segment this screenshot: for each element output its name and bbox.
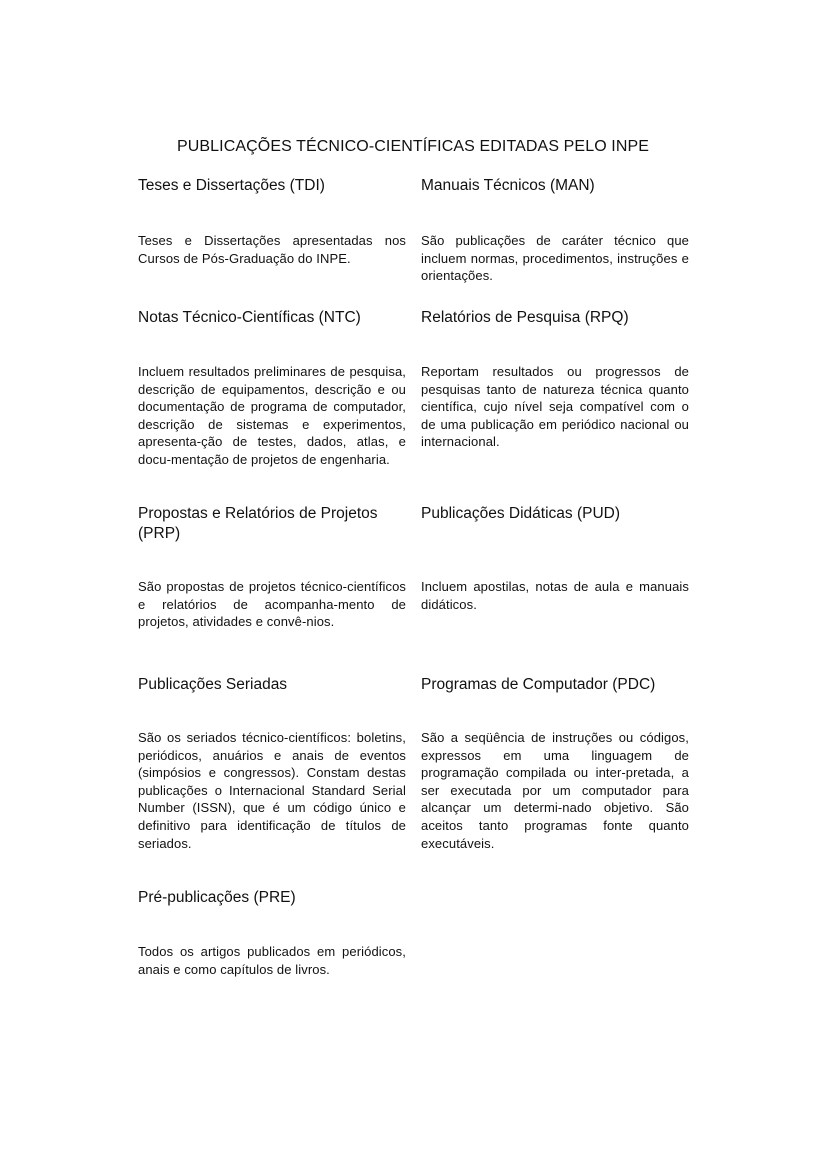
section-heading-prp <box>138 504 406 544</box>
section-body-pre <box>138 943 406 978</box>
section-heading: Propostas e Relatórios de Projetos (PRP) <box>138 505 378 542</box>
page-title: PUBLICAÇÕES TÉCNICO-CIENTÍFICAS EDITADAS PELO INPE <box>176 138 650 155</box>
section-body-ntc <box>138 363 406 469</box>
section-body: São os seriados técnico-científicos: boletins, periódicos, anuários e anais de eventos (simpósios e congressos). Constam destas publicações o Internacional Standard Serial Number (ISSN), que é um código único e definitivo para identificação de títulos de seriados. <box>138 730 406 851</box>
section-body: Todos os artigos publicados em periódicos, anais e como capítulos de livros. <box>138 944 406 977</box>
section-body-pud <box>421 578 689 613</box>
section-body-pdc <box>421 729 689 852</box>
section-body: Reportam resultados ou progressos de pesquisas tanto de natureza técnica quanto científica, cujo nível seja compatível com o de uma publicação em periódico nacional ou internacional. <box>421 364 689 450</box>
section-body-man <box>421 232 689 285</box>
section-heading-tdi <box>138 176 406 196</box>
section-body-prp <box>138 578 406 631</box>
section-heading: Publicações Seriadas <box>138 676 288 693</box>
section-heading-pud <box>421 504 689 524</box>
section-heading-ntc <box>138 308 406 328</box>
section-body-rpq <box>421 363 689 451</box>
section-body-tdi <box>138 232 406 267</box>
section-body: São publicações de caráter técnico que incluem normas, procedimentos, instruções e orientações. <box>421 233 689 284</box>
section-heading: Notas Técnico-Científicas (NTC) <box>138 309 361 326</box>
section-heading-man <box>421 176 689 196</box>
section-body: Incluem apostilas, notas de aula e manuais didáticos. <box>421 579 689 612</box>
section-heading: Teses e Dissertações (TDI) <box>138 177 325 194</box>
section-body-seriadas <box>138 729 406 852</box>
section-body: São propostas de projetos técnico-científicos e relatórios de acompanha-mento de projetos, atividades e convê-nios. <box>138 579 406 630</box>
section-heading: Programas de Computador (PDC) <box>421 676 656 693</box>
section-heading-pdc <box>421 675 689 695</box>
section-heading: Publicações Didáticas (PUD) <box>421 505 620 522</box>
section-heading-pre <box>138 888 406 908</box>
section-body: São a seqüência de instruções ou códigos, expressos em uma linguagem de programação compilada ou inter-pretada, a ser executada por um computador para alcançar um determi-nado objetivo. São aceitos tanto programas fonte quanto executáveis. <box>421 730 689 851</box>
section-heading-seriadas <box>138 675 406 695</box>
section-heading-rpq <box>421 308 689 328</box>
section-body: Teses e Dissertações apresentadas nos Cursos de Pós-Graduação do INPE. <box>138 233 406 266</box>
section-heading: Relatórios de Pesquisa (RPQ) <box>421 309 629 326</box>
section-heading: Manuais Técnicos (MAN) <box>421 177 595 194</box>
section-body: Incluem resultados preliminares de pesquisa, descrição de equipamentos, descrição e ou documentação de programa de computador, descrição de sistemas e experimentos, apresenta-ção de testes, dados, atlas, e docu-mentação de projetos de engenharia. <box>138 364 406 467</box>
section-heading: Pré-publicações (PRE) <box>138 889 296 906</box>
